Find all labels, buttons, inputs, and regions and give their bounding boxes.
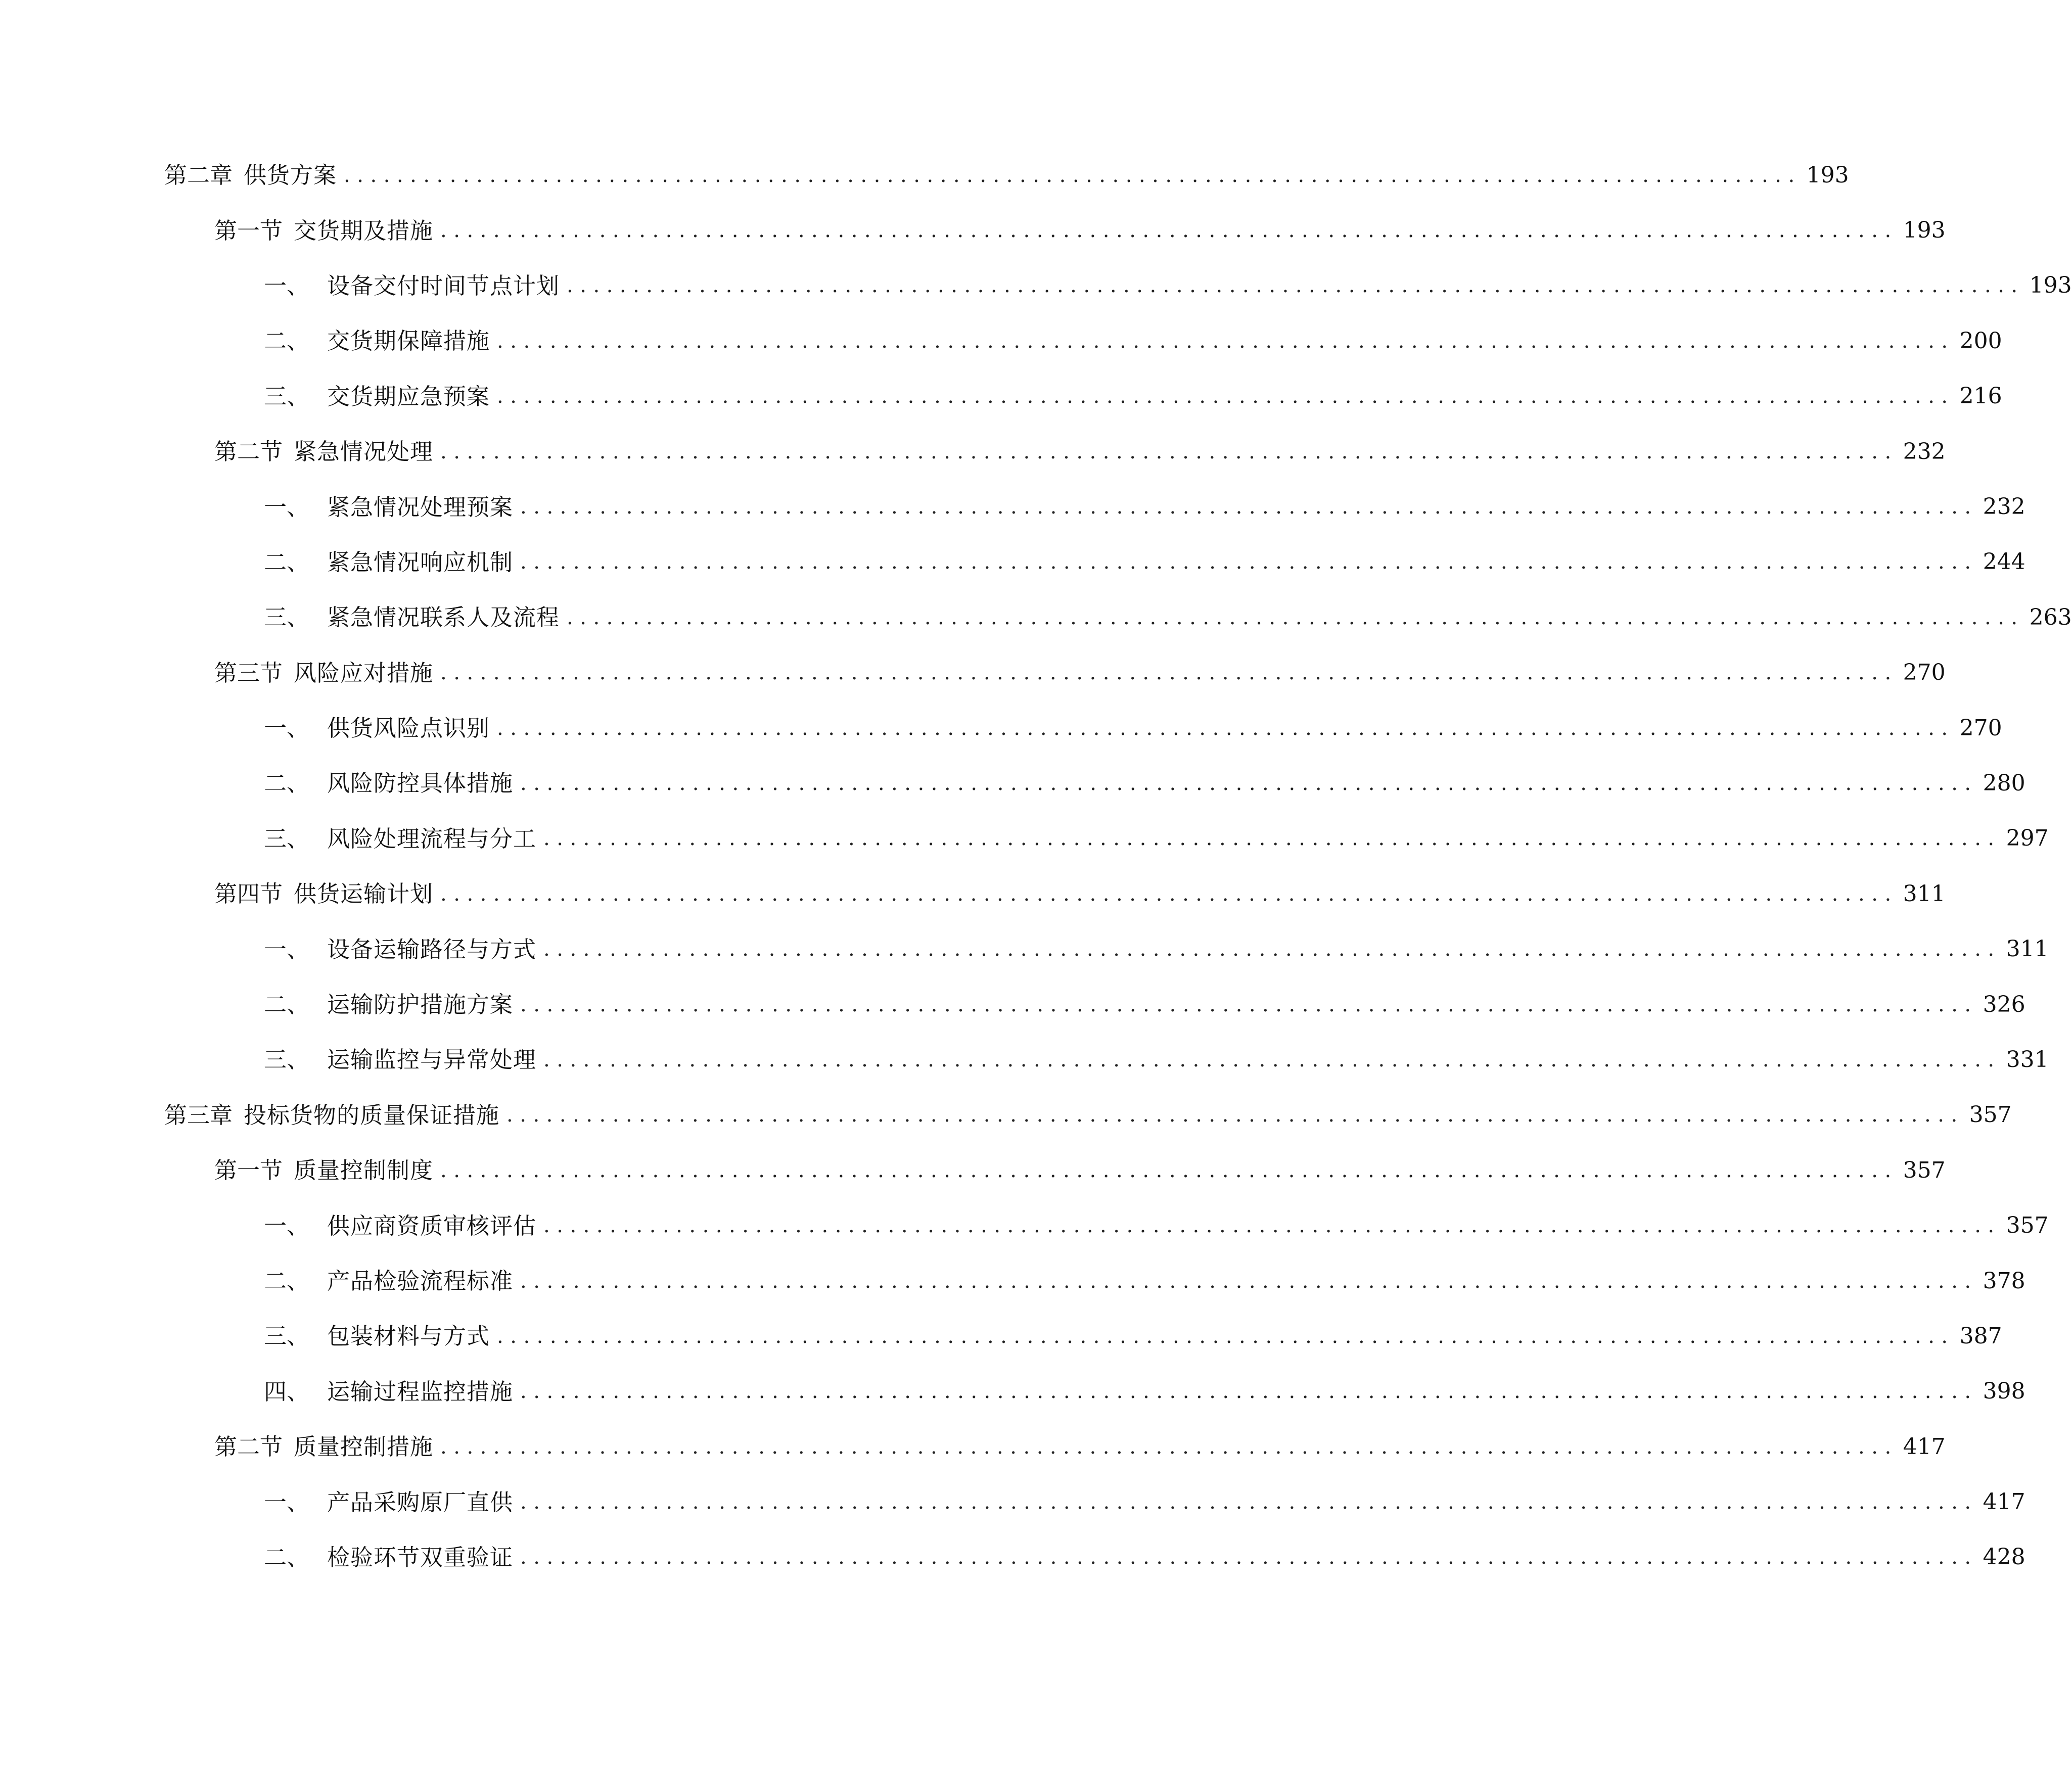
toc-subsection-entry[interactable] xyxy=(0,977,2025,1032)
toc-entry-number: 二、 xyxy=(264,328,310,355)
toc-dot-leader: .............................................................................................................. xyxy=(543,1048,2001,1071)
toc-entry-title: 供货方案 xyxy=(244,162,337,189)
toc-dot-leader: .............................................................................................................. xyxy=(543,827,2001,851)
toc-subsection-entry[interactable] xyxy=(0,1530,2025,1585)
toc-entry-title: 供货风险点识别 xyxy=(327,715,490,742)
toc-subsection-entry[interactable] xyxy=(0,590,2072,645)
toc-entry-number: 三、 xyxy=(264,383,310,410)
toc-dot-leader: .............................................................................................................. xyxy=(567,274,2024,298)
toc-section-entry[interactable] xyxy=(0,1419,1946,1474)
toc-dot-leader: .............................................................................................................. xyxy=(520,771,1978,795)
toc-subsection-entry[interactable] xyxy=(0,479,2025,534)
toc-entry-title: 运输监控与异常处理 xyxy=(327,1046,537,1074)
toc-entry-number: 四、 xyxy=(264,1378,310,1405)
toc-entry-number: 二、 xyxy=(264,991,310,1018)
toc-dot-leader: .............................................................................................................. xyxy=(497,385,1955,408)
toc-entry-title: 风险应对措施 xyxy=(294,659,434,686)
toc-dot-leader: .............................................................................................................. xyxy=(520,550,1978,574)
toc-entry-number: 第二节 xyxy=(214,1433,283,1461)
toc-subsection-entry[interactable] xyxy=(0,369,2002,424)
toc-dot-leader: .............................................................................................................. xyxy=(520,1269,1978,1293)
toc-page-number: 417 xyxy=(1903,1433,1946,1460)
toc-entry-number: 一、 xyxy=(264,936,310,963)
toc-entry-number: 二、 xyxy=(264,1544,310,1571)
toc-dot-leader: .............................................................................................................. xyxy=(520,1546,1978,1569)
toc-page-number: 378 xyxy=(1983,1268,2025,1294)
toc-dot-leader: .............................................................................................................. xyxy=(440,440,1898,463)
toc-entry-title: 质量控制制度 xyxy=(294,1157,434,1184)
toc-page-number: 398 xyxy=(1983,1378,2025,1405)
toc-entry-number: 第四节 xyxy=(214,880,283,908)
toc-page-number: 297 xyxy=(2006,825,2049,852)
toc-dot-leader: .............................................................................................................. xyxy=(520,993,1978,1016)
toc-subsection-entry[interactable] xyxy=(0,811,2049,866)
toc-page-number: 216 xyxy=(1959,383,2002,409)
toc-entry-title: 供货运输计划 xyxy=(294,880,434,908)
toc-page-number: 244 xyxy=(1983,549,2025,575)
toc-entry-title: 紧急情况处理预案 xyxy=(327,493,514,521)
toc-section-entry[interactable] xyxy=(0,866,1946,921)
toc-page-number: 232 xyxy=(1903,438,1946,464)
toc-page-number: 270 xyxy=(1903,660,1946,686)
toc-page-number: 387 xyxy=(1959,1323,2002,1349)
toc-entry-title: 产品检验流程标准 xyxy=(327,1268,514,1294)
toc-dot-leader: .............................................................................................................. xyxy=(497,716,1955,740)
toc-dot-leader: .............................................................................................................. xyxy=(440,1158,1898,1182)
toc-dot-leader: .............................................................................................................. xyxy=(507,1103,1964,1127)
toc-entry-number: 二、 xyxy=(264,770,310,797)
toc-dot-leader: .............................................................................................................. xyxy=(543,1214,2001,1238)
toc-subsection-entry[interactable] xyxy=(0,1032,2049,1087)
toc-entry-number: 一、 xyxy=(264,493,310,521)
toc-entry-title: 紧急情况响应机制 xyxy=(327,548,514,576)
toc-dot-leader: .............................................................................................................. xyxy=(440,882,1898,906)
toc-entry-number: 三、 xyxy=(264,604,310,631)
toc-subsection-entry[interactable] xyxy=(0,1474,2025,1529)
toc-entry-title: 质量控制措施 xyxy=(294,1433,434,1461)
toc-page-number: 357 xyxy=(1903,1157,1946,1183)
toc-entry-title: 紧急情况处理 xyxy=(294,438,434,465)
toc-page-number: 280 xyxy=(1983,770,2025,796)
toc-dot-leader: .............................................................................................................. xyxy=(440,219,1898,243)
toc-subsection-entry[interactable] xyxy=(0,313,2002,368)
toc-entry-title: 紧急情况联系人及流程 xyxy=(327,604,560,631)
toc-dot-leader: .............................................................................................................. xyxy=(497,329,1955,353)
toc-page-number: 331 xyxy=(2006,1046,2049,1072)
toc-section-entry[interactable] xyxy=(0,424,1946,479)
toc-subsection-entry[interactable] xyxy=(0,921,2049,976)
toc-entry-number: 第一节 xyxy=(214,217,283,244)
toc-page-number: 263 xyxy=(2029,604,2072,630)
toc-dot-leader: .............................................................................................................. xyxy=(344,163,1802,187)
toc-page-number: 270 xyxy=(1959,715,2002,741)
toc-page-number: 428 xyxy=(1983,1544,2025,1570)
toc-dot-leader: .............................................................................................................. xyxy=(520,1490,1978,1514)
toc-subsection-entry[interactable] xyxy=(0,1198,2049,1253)
toc-subsection-entry[interactable] xyxy=(0,535,2025,590)
toc-section-entry[interactable] xyxy=(0,1143,1946,1198)
toc-chapter-entry[interactable] xyxy=(0,1088,2012,1143)
toc-entry-number: 第三章 xyxy=(164,1101,233,1129)
toc-entry-number: 二、 xyxy=(264,548,310,576)
toc-entry-title: 风险处理流程与分工 xyxy=(327,825,537,852)
toc-page-number: 311 xyxy=(1903,880,1946,907)
toc-dot-leader: .............................................................................................................. xyxy=(543,938,2001,961)
toc-entry-title: 供应商资质审核评估 xyxy=(327,1212,537,1239)
toc-page-number: 417 xyxy=(1983,1489,2025,1515)
toc-subsection-entry[interactable] xyxy=(0,1253,2025,1309)
toc-entry-number: 第二节 xyxy=(214,438,283,465)
toc-entry-number: 二、 xyxy=(264,1268,310,1294)
table-of-contents xyxy=(0,148,2072,1585)
toc-entry-title: 设备交付时间节点计划 xyxy=(327,272,560,299)
toc-entry-title: 设备运输路径与方式 xyxy=(327,936,537,963)
toc-dot-leader: .............................................................................................................. xyxy=(520,1380,1978,1404)
toc-entry-number: 第一节 xyxy=(214,1157,283,1184)
toc-entry-title: 交货期保障措施 xyxy=(327,328,490,355)
toc-dot-leader: .............................................................................................................. xyxy=(520,495,1978,519)
toc-section-entry[interactable] xyxy=(0,645,1946,701)
toc-entry-title: 交货期应急预案 xyxy=(327,383,490,410)
toc-entry-number: 一、 xyxy=(264,1488,310,1516)
toc-entry-number: 一、 xyxy=(264,1212,310,1239)
toc-page-number: 193 xyxy=(1806,162,1849,188)
toc-entry-title: 运输防护措施方案 xyxy=(327,991,514,1018)
toc-entry-number: 一、 xyxy=(264,715,310,742)
toc-chapter-entry[interactable] xyxy=(0,148,1849,203)
toc-entry-title: 交货期及措施 xyxy=(294,217,434,244)
toc-entry-number: 三、 xyxy=(264,1046,310,1074)
toc-entry-title: 检验环节双重验证 xyxy=(327,1544,514,1571)
toc-entry-number: 第二章 xyxy=(164,162,233,189)
toc-page-number: 232 xyxy=(1983,494,2025,520)
toc-page-number: 193 xyxy=(1903,217,1946,244)
toc-entry-number: 三、 xyxy=(264,825,310,852)
toc-subsection-entry[interactable] xyxy=(0,258,2072,313)
toc-dot-leader: .............................................................................................................. xyxy=(440,661,1898,685)
toc-entry-number: 三、 xyxy=(264,1323,310,1350)
toc-section-entry[interactable] xyxy=(0,203,1946,258)
toc-entry-title: 投标货物的质量保证措施 xyxy=(244,1101,500,1129)
toc-page-number: 326 xyxy=(1983,991,2025,1017)
toc-page-number: 311 xyxy=(2006,936,2049,962)
toc-entry-title: 包装材料与方式 xyxy=(327,1323,490,1350)
toc-subsection-entry[interactable] xyxy=(0,1309,2002,1364)
toc-subsection-entry[interactable] xyxy=(0,1364,2025,1419)
toc-subsection-entry[interactable] xyxy=(0,756,2025,811)
toc-entry-title: 风险防控具体措施 xyxy=(327,770,514,797)
toc-entry-title: 运输过程监控措施 xyxy=(327,1378,514,1405)
toc-subsection-entry[interactable] xyxy=(0,701,2002,756)
toc-page-number: 357 xyxy=(2006,1212,2049,1239)
toc-entry-title: 产品采购原厂直供 xyxy=(327,1488,514,1516)
toc-page-number: 193 xyxy=(2029,272,2072,299)
toc-entry-number: 一、 xyxy=(264,272,310,299)
toc-entry-number: 第三节 xyxy=(214,659,283,686)
toc-dot-leader: .............................................................................................................. xyxy=(440,1435,1898,1459)
toc-dot-leader: .............................................................................................................. xyxy=(497,1324,1955,1348)
toc-dot-leader: .............................................................................................................. xyxy=(567,605,2024,629)
toc-page-number: 357 xyxy=(1969,1102,2012,1128)
toc-page-number: 200 xyxy=(1959,328,2002,354)
